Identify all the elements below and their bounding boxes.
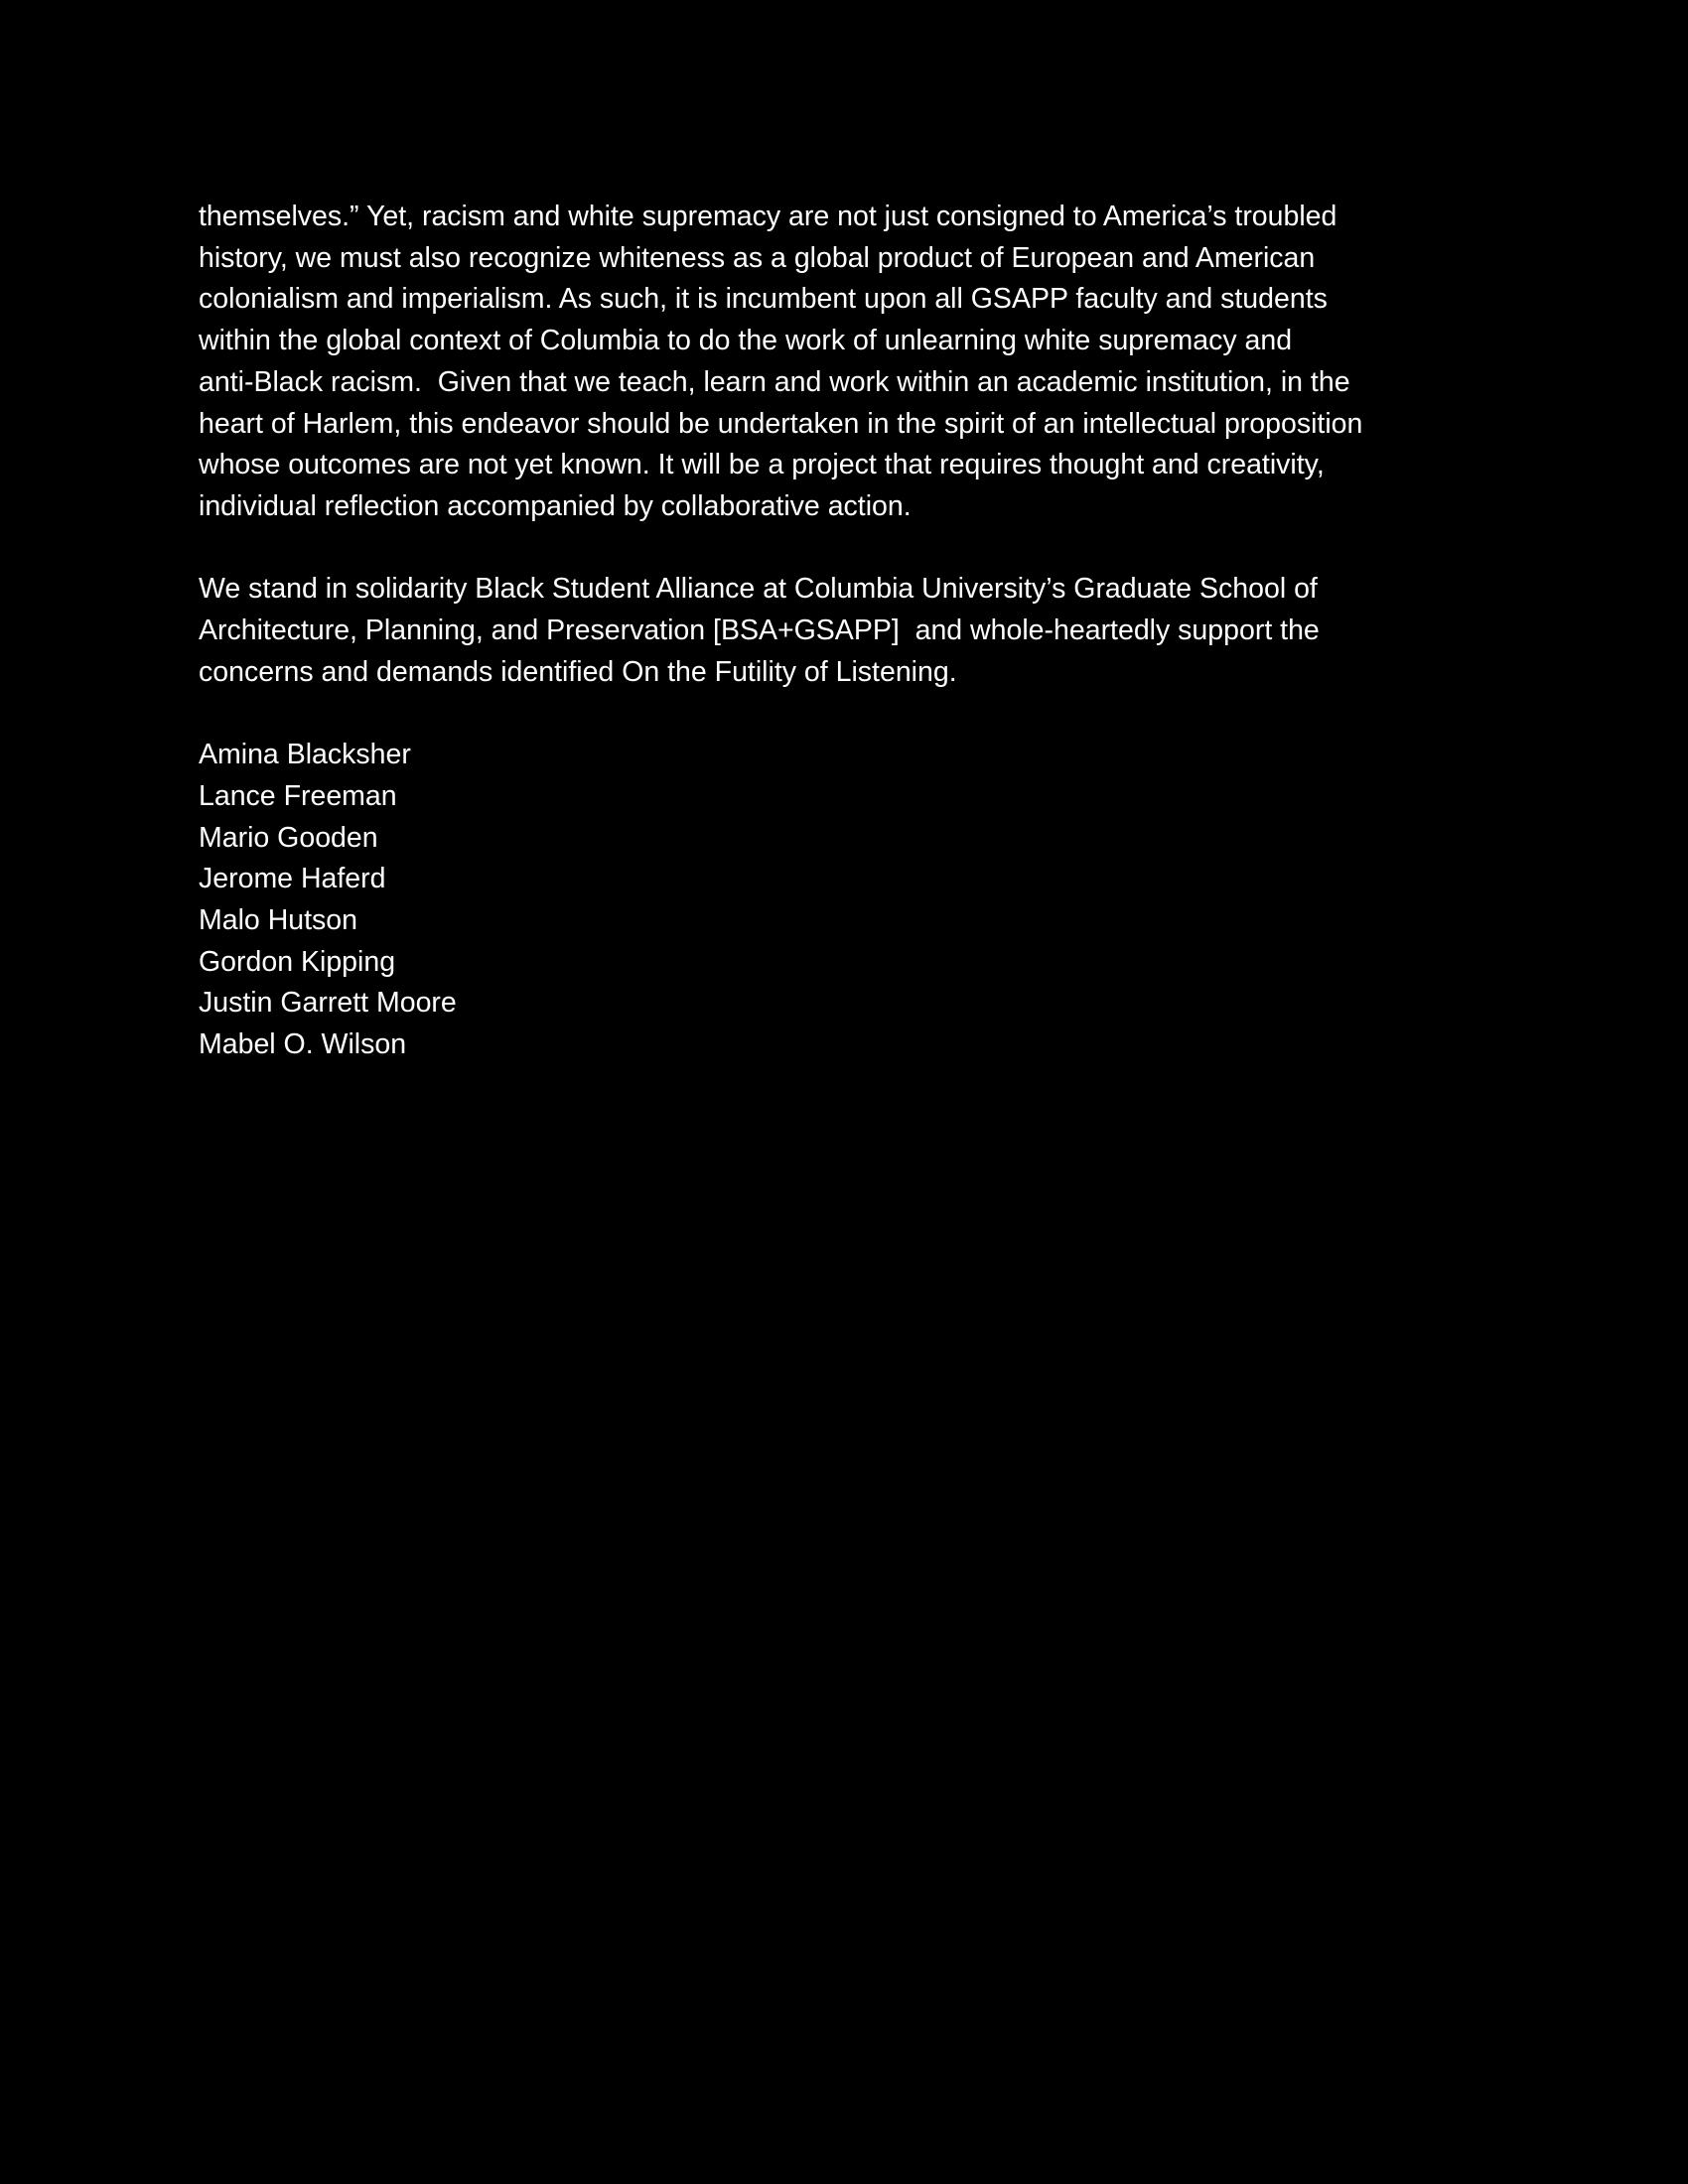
- paragraph-line: within the global context of Columbia to do the work of unlearning white supremacy and: [199, 325, 1293, 357]
- paragraph-line: heart of Harlem, this endeavor should be undertaken in the spirit of an intellectual proposition: [199, 407, 1363, 440]
- paragraph-unlearning-white-supremacy: [199, 197, 1460, 528]
- signatory-name: Malo Hutson: [199, 903, 357, 936]
- paragraph-line: anti-Black racism. Given that we teach, learn and work within an academic institution, in the: [199, 365, 1350, 398]
- paragraph-solidarity-statement: [199, 569, 1460, 693]
- document-body: [199, 197, 1460, 1066]
- paragraph-line: concerns and demands identified On the Futility of Listening.: [199, 655, 957, 688]
- paragraph-spacer: [199, 693, 1460, 735]
- signatory-name: Justin Garrett Moore: [199, 987, 457, 1020]
- paragraph-line: whose outcomes are not yet known. It will be a project that requires thought and creativity,: [199, 449, 1325, 481]
- signatory-name: Jerome Haferd: [199, 863, 386, 895]
- paragraph-line: colonialism and imperialism. As such, it is incumbent upon all GSAPP faculty and students: [199, 283, 1328, 316]
- paragraph-line: themselves.” Yet, racism and white supremacy are not just consigned to America’s troubled: [199, 201, 1337, 232]
- signatory-list: [199, 735, 1460, 1066]
- paragraph-line: individual reflection accompanied by collaborative action.: [199, 489, 912, 522]
- paragraph-line: history, we must also recognize whiteness as a global product of European and American: [199, 241, 1316, 274]
- paragraph-line: We stand in solidarity Black Student Alliance at Columbia University’s Graduate School of: [199, 573, 1318, 606]
- signatory-name: Amina Blacksher: [199, 739, 411, 771]
- signatory-name: Mario Gooden: [199, 821, 378, 854]
- paragraph-line: Architecture, Planning, and Preservation [BSA+GSAPP] and whole-heartedly support the: [199, 614, 1320, 647]
- signatory-name: Gordon Kipping: [199, 945, 396, 978]
- paragraph-spacer: [199, 528, 1460, 570]
- signatory-name: Lance Freeman: [199, 779, 397, 812]
- signatory-name: Mabel O. Wilson: [199, 1028, 407, 1061]
